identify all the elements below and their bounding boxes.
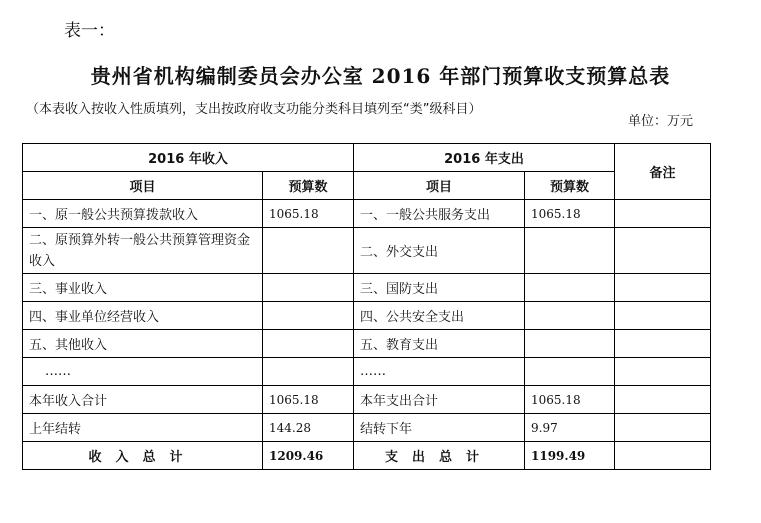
remark-cell [615,302,711,330]
table-row [23,228,711,274]
expense-total-label: 支出总计 [354,442,525,470]
table-note: （本表收入按收入性质填列，支出按政府收支功能分类科目填列至“类”级科目） [26,102,482,117]
expense-item: 二、外交支出 [354,228,525,274]
remark-cell [615,330,711,358]
table-label: 表一： [64,21,115,41]
header-remark: 备注 [615,144,711,200]
income-amount [263,330,354,358]
income-item: 五、其他收入 [23,330,263,358]
page-title: 贵州省机构编制委员会办公室 2016 年部门预算收支预算总表 [90,64,671,88]
income-amount [263,274,354,302]
col-budget-income: 预算数 [263,172,354,200]
header-expense: 2016 年支出 [354,144,615,172]
expense-item: 结转下年 [354,414,525,442]
expense-item: 本年支出合计 [354,386,525,414]
income-amount [263,358,354,386]
income-item: 本年收入合计 [23,386,263,414]
total-row [23,442,711,470]
income-item: 三、事业收入 [23,274,263,302]
table-row [23,200,711,228]
income-amount: 144.28 [263,414,354,442]
expense-item: 四、公共安全支出 [354,302,525,330]
remark-cell [615,200,711,228]
table-row [23,274,711,302]
col-item-income: 项目 [23,172,263,200]
unit-label: 单位：万元 [628,114,694,129]
income-amount: 1065.18 [263,200,354,228]
expense-item: …… [354,358,525,386]
expense-amount [525,302,615,330]
income-total-label: 收入总计 [23,442,263,470]
income-amount [263,228,354,274]
remark-cell [615,358,711,386]
table-row [23,302,711,330]
expense-amount: 1065.18 [525,386,615,414]
income-item: …… [23,358,263,386]
expense-item: 三、国防支出 [354,274,525,302]
expense-amount [525,228,615,274]
remark-cell [615,386,711,414]
income-item: 一、原一般公共预算拨款收入 [23,200,263,228]
budget-table [22,143,711,470]
expense-amount: 9.97 [525,414,615,442]
remark-cell [615,274,711,302]
income-item: 上年结转 [23,414,263,442]
header-income: 2016 年收入 [23,144,354,172]
table-row [23,358,711,386]
income-amount: 1065.18 [263,386,354,414]
income-item: 四、事业单位经营收入 [23,302,263,330]
expense-amount [525,330,615,358]
col-budget-expense: 预算数 [525,172,615,200]
table-row [23,386,711,414]
expense-total-amount: 1199.49 [525,442,615,470]
table-row [23,414,711,442]
expense-item: 一、一般公共服务支出 [354,200,525,228]
expense-amount [525,358,615,386]
remark-cell [615,228,711,274]
remark-cell [615,442,711,470]
expense-amount: 1065.18 [525,200,615,228]
table-row [23,330,711,358]
expense-amount [525,274,615,302]
income-item: 二、原预算外转一般公共预算管理资金收入 [23,228,263,274]
income-total-amount: 1209.46 [263,442,354,470]
remark-cell [615,414,711,442]
income-amount [263,302,354,330]
col-item-expense: 项目 [354,172,525,200]
expense-item: 五、教育支出 [354,330,525,358]
